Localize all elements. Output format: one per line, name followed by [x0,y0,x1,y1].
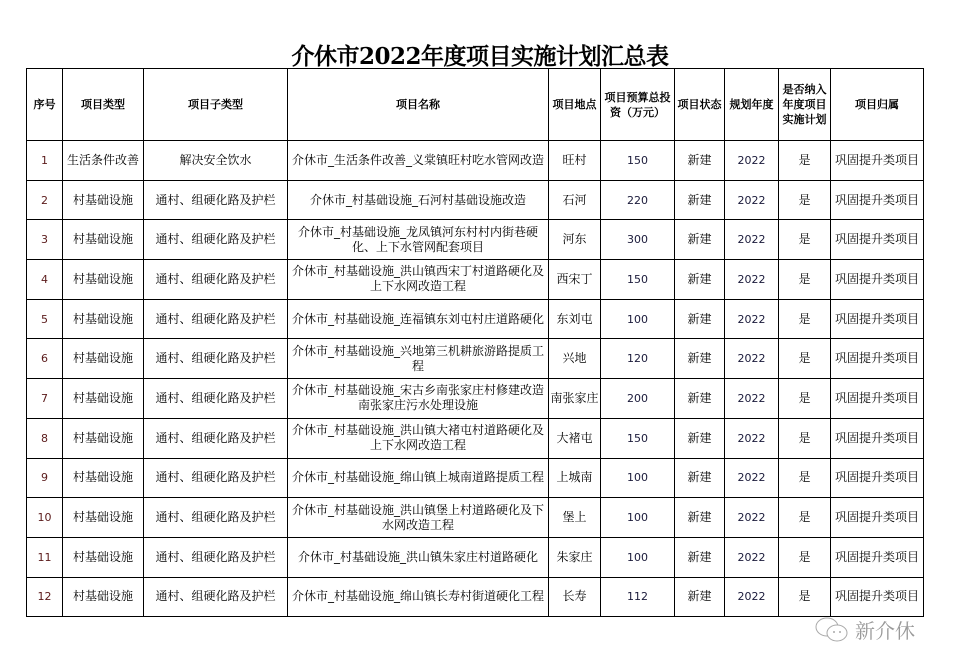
table-cell: 通村、组硬化路及护栏 [144,220,288,260]
table-cell: 7 [27,379,63,419]
table-cell: 巩固提升类项目 [831,220,924,260]
table-cell: 5 [27,299,63,339]
table-row [27,339,924,379]
table-cell: 介休市_村基础设施_连福镇东刘屯村庄道路硬化 [288,299,549,339]
table-cell: 通村、组硬化路及护栏 [144,458,288,498]
header-row [27,69,924,141]
table-cell: 巩固提升类项目 [831,379,924,419]
table-row [27,180,924,220]
table-cell: 2022 [725,260,779,300]
table-cell: 通村、组硬化路及护栏 [144,577,288,617]
table-cell: 村基础设施 [63,299,144,339]
table-cell: 介休市_村基础设施_宋古乡南张家庄村修建改造南张家庄污水处理设施 [288,379,549,419]
table-cell: 2022 [725,498,779,538]
table-row [27,418,924,458]
table-cell: 是 [779,418,831,458]
table-cell: 新建 [675,260,725,300]
table-cell: 是 [779,220,831,260]
table-cell: 村基础设施 [63,577,144,617]
table-cell: 介休市_村基础设施_洪山镇朱家庄村道路硬化 [288,537,549,577]
table-cell: 西宋丁 [549,260,601,300]
table-cell: 新建 [675,180,725,220]
table-cell: 是 [779,180,831,220]
table-cell: 2022 [725,537,779,577]
table-cell: 村基础设施 [63,379,144,419]
table-cell: 3 [27,220,63,260]
table-cell: 巩固提升类项目 [831,260,924,300]
table-cell: 介休市_生活条件改善_义棠镇旺村吃水管网改造 [288,141,549,181]
table-cell: 2022 [725,379,779,419]
table-cell: 10 [27,498,63,538]
table-cell: 村基础设施 [63,260,144,300]
table-cell: 是 [779,577,831,617]
table-row [27,577,924,617]
table-cell: 通村、组硬化路及护栏 [144,260,288,300]
table-cell: 村基础设施 [63,220,144,260]
table-cell: 是 [779,260,831,300]
column-header: 项目子类型 [144,69,288,141]
table-cell: 12 [27,577,63,617]
table-cell: 巩固提升类项目 [831,577,924,617]
column-header: 规划年度 [725,69,779,141]
column-header: 是否纳入年度项目实施计划 [779,69,831,141]
page-title: 介休市2022年度项目实施计划汇总表 [291,43,669,70]
table-cell: 介休市_村基础设施_洪山镇堡上村道路硬化及下水网改造工程 [288,498,549,538]
table-cell: 是 [779,498,831,538]
table-cell: 介休市_村基础设施_洪山镇大褚屯村道路硬化及上下水网改造工程 [288,418,549,458]
table-cell: 石河 [549,180,601,220]
table-cell: 2022 [725,577,779,617]
table-cell: 新建 [675,537,725,577]
table-cell: 通村、组硬化路及护栏 [144,418,288,458]
table-cell: 长寿 [549,577,601,617]
column-header: 项目地点 [549,69,601,141]
table-cell: 新建 [675,458,725,498]
table-cell: 11 [27,537,63,577]
table-row [27,299,924,339]
table-cell: 150 [601,141,675,181]
column-header: 项目状态 [675,69,725,141]
column-header: 项目归属 [831,69,924,141]
table-cell: 9 [27,458,63,498]
table-cell: 兴地 [549,339,601,379]
table-cell: 100 [601,537,675,577]
table-cell: 新建 [675,220,725,260]
table-row [27,458,924,498]
table-cell: 150 [601,418,675,458]
table-cell: 新建 [675,299,725,339]
table-cell: 通村、组硬化路及护栏 [144,498,288,538]
table-cell: 旺村 [549,141,601,181]
table-cell: 巩固提升类项目 [831,418,924,458]
table-cell: 村基础设施 [63,418,144,458]
column-header: 项目名称 [288,69,549,141]
table-row [27,537,924,577]
table-row [27,141,924,181]
table-cell: 介休市_村基础设施_绵山镇长寿村街道硬化工程 [288,577,549,617]
table-cell: 6 [27,339,63,379]
table-cell: 河东 [549,220,601,260]
column-header: 项目类型 [63,69,144,141]
table-cell: 巩固提升类项目 [831,141,924,181]
table-cell: 8 [27,418,63,458]
table-cell: 大褚屯 [549,418,601,458]
table-cell: 通村、组硬化路及护栏 [144,339,288,379]
table-cell: 朱家庄 [549,537,601,577]
table-cell: 巩固提升类项目 [831,498,924,538]
table-cell: 100 [601,458,675,498]
table-cell: 新建 [675,418,725,458]
table-cell: 200 [601,379,675,419]
table-cell: 100 [601,299,675,339]
table-cell: 新建 [675,339,725,379]
table-row [27,260,924,300]
table-cell: 4 [27,260,63,300]
table-cell: 300 [601,220,675,260]
table-cell: 堡上 [549,498,601,538]
table-cell: 通村、组硬化路及护栏 [144,299,288,339]
table-cell: 介休市_村基础设施_兴地第三机耕旅游路提质工程 [288,339,549,379]
table-cell: 2022 [725,141,779,181]
table-cell: 生活条件改善 [63,141,144,181]
table-cell: 2022 [725,220,779,260]
table-cell: 100 [601,498,675,538]
table-cell: 村基础设施 [63,537,144,577]
table-cell: 是 [779,458,831,498]
table-cell: 150 [601,260,675,300]
table-cell: 介休市_村基础设施_龙凤镇河东村村内街巷硬化、上下水管网配套项目 [288,220,549,260]
table-cell: 上城南 [549,458,601,498]
table-cell: 新建 [675,141,725,181]
column-header: 项目预算总投资（万元） [601,69,675,141]
table-cell: 通村、组硬化路及护栏 [144,180,288,220]
table-cell: 2 [27,180,63,220]
table-cell: 2022 [725,458,779,498]
table-cell: 2022 [725,299,779,339]
table-cell: 2022 [725,339,779,379]
table-cell: 112 [601,577,675,617]
table-cell: 新建 [675,379,725,419]
table-cell: 巩固提升类项目 [831,537,924,577]
table-cell: 解决安全饮水 [144,141,288,181]
table-cell: 2022 [725,418,779,458]
table-cell: 新建 [675,577,725,617]
watermark-text: 新介休 [855,619,915,643]
table-row [27,379,924,419]
table-cell: 是 [779,379,831,419]
project-table [26,68,924,617]
table-cell: 是 [779,299,831,339]
table-cell: 2022 [725,180,779,220]
table-cell: 村基础设施 [63,498,144,538]
table-cell: 村基础设施 [63,339,144,379]
watermark [815,615,915,644]
table-row [27,498,924,538]
column-header: 序号 [27,69,63,141]
table-cell: 220 [601,180,675,220]
table-row [27,220,924,260]
table-cell: 通村、组硬化路及护栏 [144,537,288,577]
table-cell: 巩固提升类项目 [831,180,924,220]
table-cell: 通村、组硬化路及护栏 [144,379,288,419]
table-cell: 介休市_村基础设施_绵山镇上城南道路提质工程 [288,458,549,498]
table-cell: 东刘屯 [549,299,601,339]
table-cell: 巩固提升类项目 [831,299,924,339]
table-cell: 介休市_村基础设施_石河村基础设施改造 [288,180,549,220]
table-cell: 巩固提升类项目 [831,339,924,379]
table-cell: 1 [27,141,63,181]
table-cell: 村基础设施 [63,180,144,220]
table-cell: 村基础设施 [63,458,144,498]
table-cell: 新建 [675,498,725,538]
table-cell: 南张家庄 [549,379,601,419]
table-cell: 巩固提升类项目 [831,458,924,498]
table-cell: 是 [779,141,831,181]
table-cell: 介休市_村基础设施_洪山镇西宋丁村道路硬化及上下水网改造工程 [288,260,549,300]
table-cell: 是 [779,339,831,379]
wechat-icon [815,617,849,643]
table-cell: 120 [601,339,675,379]
table-cell: 是 [779,537,831,577]
